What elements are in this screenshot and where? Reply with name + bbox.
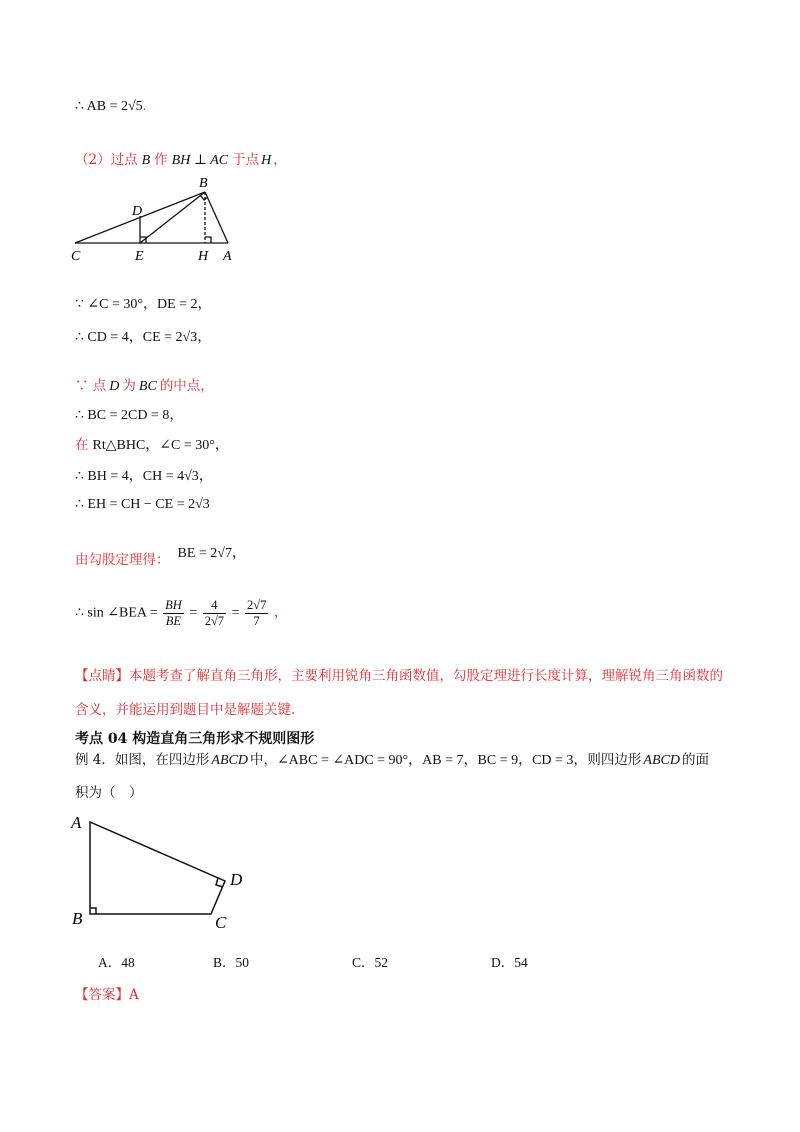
step-8 — [75, 548, 246, 569]
step-3 — [75, 374, 214, 395]
part2-intro-text-c: 作 — [154, 152, 168, 168]
example-text-a: 例 4．如图，在四边形 — [75, 752, 210, 768]
answer-value: A — [129, 987, 139, 1003]
part2-point-h: H — [261, 153, 272, 168]
fraction-bh-be — [163, 598, 184, 629]
comment-label: 【点睛】 — [75, 668, 129, 684]
step-3-text-a: ∵ 点 — [75, 378, 107, 394]
step-9-prefix: ∴ sin ∠BEA = — [75, 605, 158, 621]
fig1-label-h: H — [198, 249, 209, 264]
step-9 — [75, 598, 288, 629]
fraction-4-2root7-num: 4 — [203, 598, 226, 614]
fig1-label-c: C — [71, 249, 81, 264]
equals-sign-2: = — [231, 605, 240, 621]
fraction-4-2root7 — [203, 598, 226, 629]
fig2-label-a: A — [71, 813, 82, 832]
comment-block — [75, 659, 725, 727]
example-line-1 — [75, 748, 709, 769]
fraction-bh-be-num: BH — [165, 598, 182, 612]
option-d[interactable]: D．54 — [491, 955, 528, 970]
fraction-bh-be-den: BE — [165, 614, 182, 628]
step-6-text: ∴ BH = 4，CH = 4√3， — [75, 469, 213, 484]
answer-label: 【答案】 — [75, 987, 129, 1003]
part2-intro — [75, 148, 287, 169]
step-5-text-a: 在 — [75, 437, 89, 453]
option-b[interactable]: B．50 — [213, 955, 250, 970]
triangle-figure — [65, 170, 255, 265]
fraction-2root7-7 — [245, 598, 268, 629]
option-c[interactable]: C．52 — [352, 955, 389, 970]
step-5-text-b: Rt△BHC，∠C = 30°， — [92, 438, 229, 453]
ab-result-line: ∴ AB = 2√5. — [75, 99, 147, 114]
fraction-4-2root7-den: 2√7 — [204, 614, 225, 628]
step-3-text-e: 的中点， — [159, 378, 214, 394]
step-6 — [75, 465, 213, 485]
step-1 — [75, 293, 212, 313]
fig1-label-e: E — [135, 249, 144, 264]
step-8-text-a: 由勾股定理得： — [75, 552, 170, 568]
step-8-text-b: BE = 2√7， — [177, 546, 246, 561]
step-2-text: ∴ CD = 4，CE = 2√3， — [75, 330, 212, 345]
part2-intro-text-e: 于点 — [232, 152, 260, 168]
segment-ba — [205, 192, 228, 243]
option-a[interactable]: A．48 — [98, 955, 135, 970]
part2-intro-text-a: （2）过点 — [75, 152, 138, 168]
fig1-label-d: D — [132, 204, 143, 219]
step-9-suffix: ， — [273, 605, 288, 621]
fraction-2root7-7-den: 7 — [253, 614, 260, 628]
step-4-text: ∴ BC = 2CD = 8， — [75, 408, 184, 423]
step-3-text-c: 为 — [122, 378, 136, 394]
answer-line — [75, 983, 139, 1003]
step-7-text: ∴ EH = CH − CE = 2√3 — [75, 497, 210, 512]
right-angle-h — [205, 237, 211, 243]
segment-be — [140, 192, 205, 243]
fraction-2root7-7-num: 2√7 — [246, 598, 267, 612]
step-7 — [75, 496, 210, 513]
example-line-2: 积为（ ） — [75, 785, 143, 801]
fig2-label-d: D — [230, 870, 243, 889]
equals-sign-1: = — [189, 605, 198, 621]
fig1-label-b: B — [199, 176, 208, 191]
step-3-point-d: D — [109, 379, 120, 394]
example-text-c: 中， — [249, 752, 277, 768]
step-5 — [75, 433, 229, 454]
step-3-segment-bc: BC — [138, 379, 157, 394]
step-1-text: ∵ ∠C = 30°，DE = 2， — [75, 297, 212, 312]
quad-abcd — [90, 822, 225, 914]
fig2-label-b: B — [72, 909, 83, 928]
example-text-g: 的面 — [681, 752, 709, 768]
step-2 — [75, 326, 211, 346]
section-title: 考点 04 构造直角三角形求不规则图形 — [75, 731, 315, 747]
part2-perp-expr: BH ⊥ AC — [171, 153, 229, 168]
part2-point-b: B — [141, 153, 151, 168]
example-quad-name-1: ABCD — [211, 753, 248, 768]
example-conditions: ∠ABC = ∠ADC = 90°，AB = 7，BC = 9，CD = 3， — [276, 753, 588, 768]
right-angle-b2 — [90, 908, 96, 914]
step-4 — [75, 404, 183, 424]
quadrilateral-figure — [65, 808, 265, 936]
ab-result-text: ∴ AB = 2√5 — [75, 99, 143, 114]
example-quad-name-2: ABCD — [643, 753, 680, 768]
example-text-e: 则四边形 — [587, 752, 642, 768]
comment-text: 本题考查了解直角三角形，主要利用锐角三角函数值，勾股定理进行长度计算，理解锐角三角函数的含义，并能运用到题目中是解题关键. — [75, 668, 723, 718]
part2-intro-text-g: ， — [273, 152, 287, 168]
fig1-label-a: A — [223, 249, 232, 264]
fig2-label-c: C — [215, 913, 227, 932]
